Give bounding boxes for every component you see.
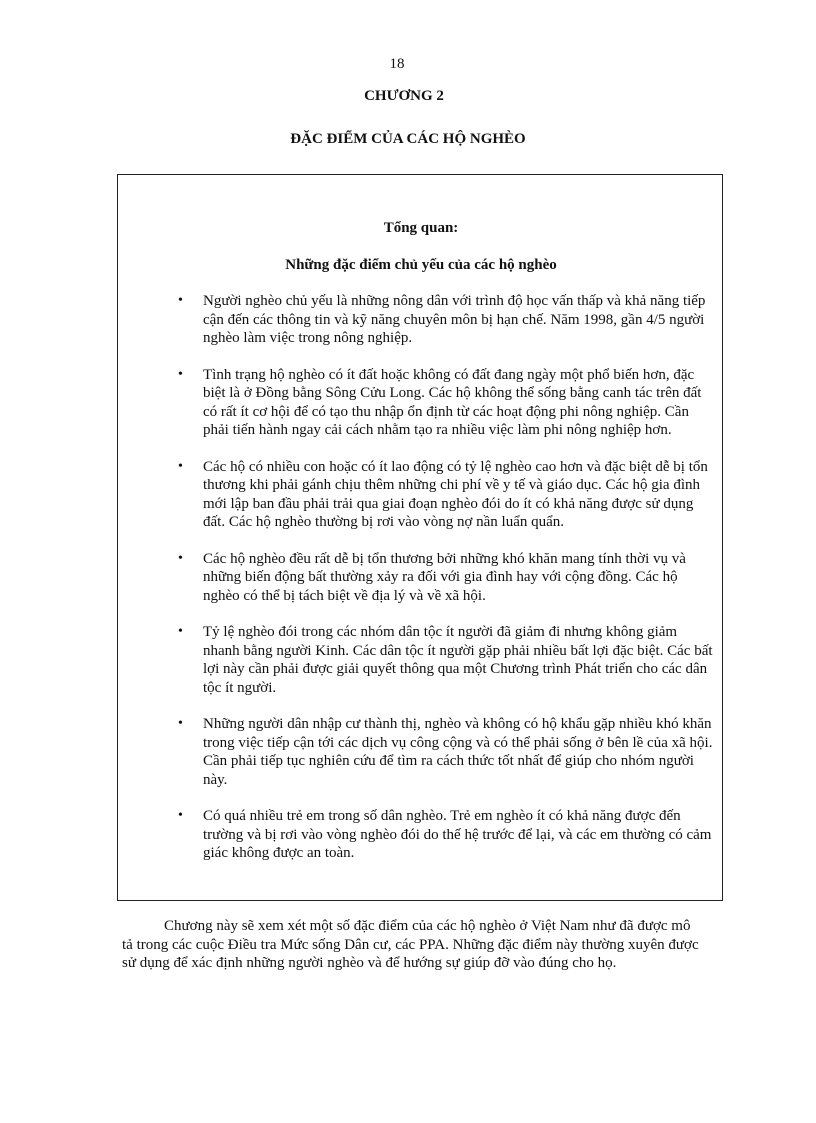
overview-bullet-item [118,550,724,606]
overview-bullet-item [118,807,724,863]
bullet-icon: • [178,458,183,474]
overview-bullet-item [118,715,724,789]
bullet-icon: • [178,550,183,566]
bullet-icon: • [178,808,183,823]
intro-paragraph: Chương này sẽ xem xét một số đặc điểm của các hộ nghèo ở Việt Nam như đã được mô tả trong các cuộc Điều tra Mức sống Dân cư, các PPA. Những đặc điểm này thường xuyên được sử dụng để xác định những người nghèo và để hướng sự giúp đỡ vào đúng cho họ. [122,918,699,971]
bullet-icon: • [178,716,183,731]
overview-bullet-list [118,292,724,881]
bullet-text: Người nghèo chủ yếu là những nông dân với trình độ học vấn thấp và khả năng tiếp cận đến các thông tin và kỹ năng chuyên môn bị hạn chế. Năm 1998, gần 4/5 người nghèo làm việc trong nông nghiệp. [203,293,706,346]
bullet-text: Các hộ nghèo đều rất dễ bị tổn thương bởi những khó khăn mang tính thời vụ và những biến động bất thường xảy ra đối với gia đình hay với cộng đồng. Các hộ nghèo có thể bị tách biệt về địa lý và về xã hội. [203,550,686,604]
bullet-text: Tỷ lệ nghèo đói trong các nhóm dân tộc ít người đã giảm đi nhưng không giảm nhanh bằng người Kinh. Các dân tộc ít người gặp phải nhiều bất lợi đặc biệt. Các bất lợi này cần phải được giải quyết thông qua một Chương trình Phát triển cho các dân tộc ít người. [203,624,713,696]
overview-box [117,174,723,901]
overview-bullet-item [118,623,724,697]
bullet-icon: • [178,293,183,308]
bullet-text: Có quá nhiều trẻ em trong số dân nghèo. Trẻ em nghèo ít có khả năng được đến trường và bị rơi vào vòng nghèo đói do thế hệ trước để lại, và các em thường có cảm giác không được an toàn. [203,808,712,861]
overview-bullet-item [118,292,724,348]
bullet-text: Các hộ có nhiều con hoặc có ít lao động có tỷ lệ nghèo cao hơn và đặc biệt dễ bị tổn thương khi phải gánh chịu thêm những chi phí về y tế và giáo dục. Các hộ gia đình mới lập ban đầu phải trải qua giai đoạn nghèo đói do ít có khả năng được sử dụng đất. Các hộ nghèo thường bị rơi vào vòng nợ nần luẩn quẩn. [203,458,708,530]
overview-bullet-item [118,366,724,440]
bullet-icon: • [178,366,183,382]
overview-subheading: Những đặc điểm chủ yếu của các hộ nghèo [285,257,557,273]
bullet-text: Những người dân nhập cư thành thị, nghèo và không có hộ khẩu gặp nhiều khó khăn trong việc tiếp cận tới các dịch vụ công cộng và có thể phải sống ở bên lề của xã hội. Cần phải tiếp tục nghiên cứu để tìm ra cách thức tốt nhất để giúp cho nhóm người này. [203,716,713,788]
page-number: 18 [389,56,405,72]
overview-heading: Tổng quan: [383,220,459,236]
overview-bullet-item [118,458,724,532]
bullet-icon: • [178,624,183,639]
chapter-title: ĐẶC ĐIỂM CỦA CÁC HỘ NGHÈO [290,131,526,147]
bullet-text: Tình trạng hộ nghèo có ít đất hoặc không có đất đang ngày một phổ biến hơn, đặc biệt là ở Đồng bằng Sông Cửu Long. Các hộ không thể sống bằng canh tác trên đất có rất ít cơ hội để có tạo thu nhập ổn định từ các hoạt động phi nông nghiệp. Cần phải tiến hành ngay cải cách nhằm tạo ra nhiều việc làm phi nông nghiệp hơn. [203,366,702,438]
chapter-label: CHƯƠNG 2 [364,88,444,104]
